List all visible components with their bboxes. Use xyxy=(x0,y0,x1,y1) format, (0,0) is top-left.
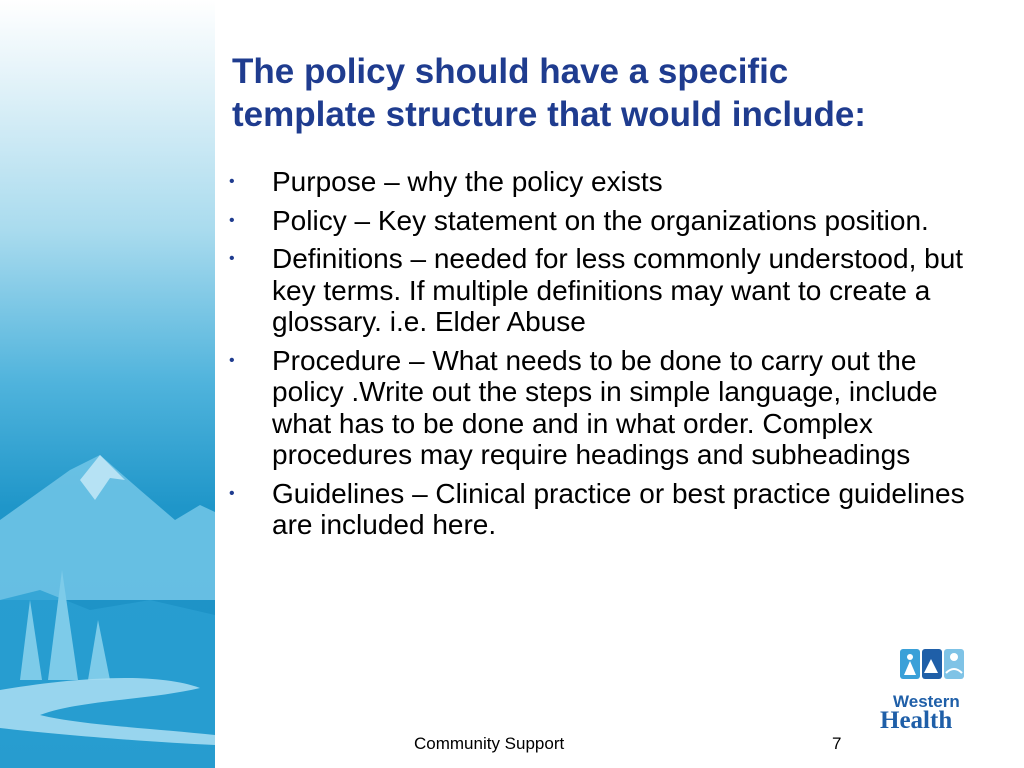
bullet-item-guidelines xyxy=(229,478,989,541)
slide-title-line-1: The policy should have a specific xyxy=(232,52,789,91)
bullet-item-policy xyxy=(229,205,989,237)
bullet-dot-icon: • xyxy=(229,211,235,229)
bullet-text: Purpose – why the policy exists xyxy=(272,166,663,197)
decorative-sidebar xyxy=(0,0,215,768)
bullet-dot-icon: • xyxy=(229,484,235,502)
mountain-landscape-icon xyxy=(0,0,215,768)
western-health-logo-icon xyxy=(878,645,988,691)
bullet-dot-icon: • xyxy=(229,250,235,267)
slide-title-line-2: template structure that would include: xyxy=(232,95,866,134)
footer-label: Community Support xyxy=(414,734,565,753)
logo-text-health: Health xyxy=(880,707,953,734)
bullet-text: Definitions – needed for less commonly understood, but key terms. If multiple definitions may want to create a glossary. i.e. Elder Abuse xyxy=(272,243,964,337)
slide-title xyxy=(232,50,992,136)
bullet-text: Policy – Key statement on the organizations position. xyxy=(272,204,929,236)
bullet-list xyxy=(229,166,989,548)
page-number: 7 xyxy=(832,734,842,753)
logo-text-western: Western xyxy=(893,692,960,711)
bullet-item-procedure xyxy=(229,345,989,471)
bullet-text: Guidelines – Clinical practice or best practice guidelines are included here. xyxy=(272,477,965,540)
bullet-item-definitions xyxy=(229,243,989,338)
bullet-dot-icon: • xyxy=(229,173,235,190)
bullet-text: Procedure – What needs to be done to carry out the policy .Write out the steps in simple language, include what has to be done and in what order. Complex procedures may require headings and subheadings xyxy=(272,344,938,470)
bullet-item-purpose xyxy=(229,166,989,198)
bullet-dot-icon: • xyxy=(229,351,235,369)
